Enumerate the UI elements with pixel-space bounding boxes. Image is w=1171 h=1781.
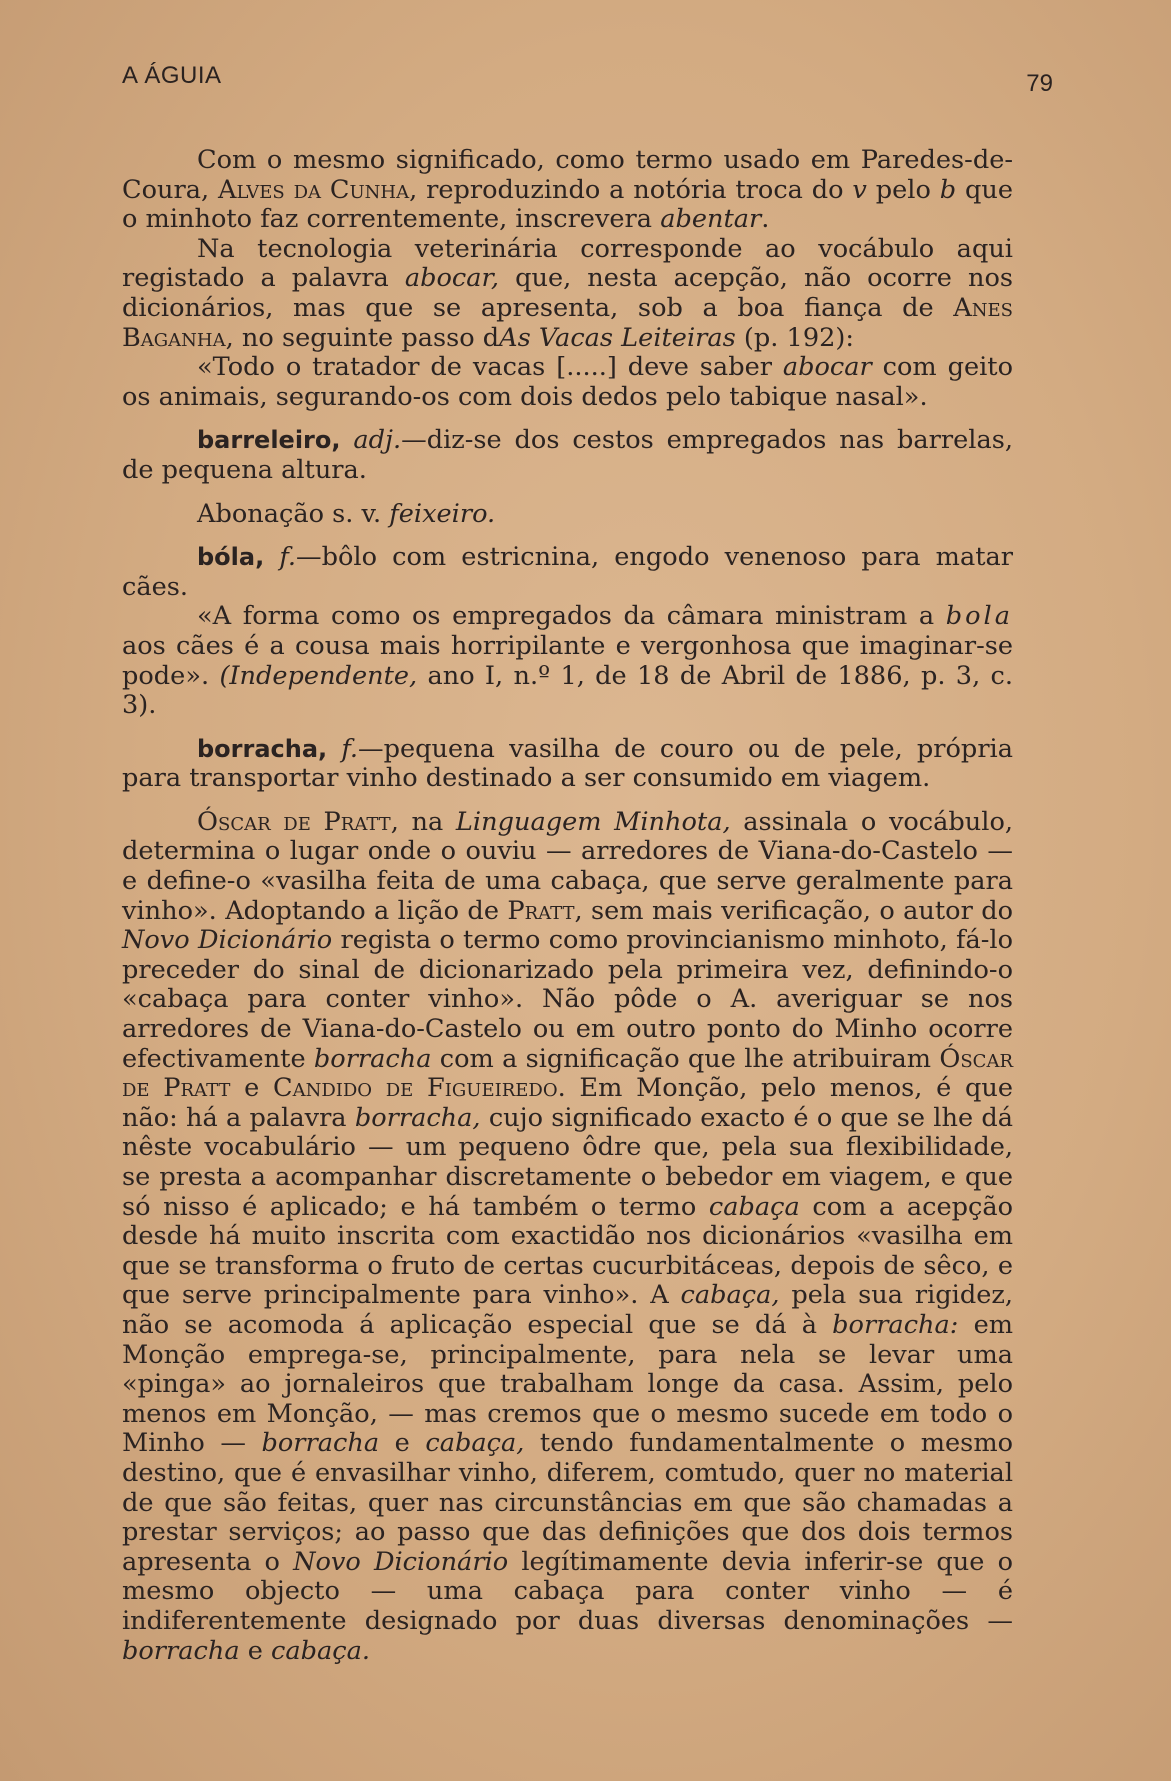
term-abentar: abentar: [660, 204, 762, 235]
text-run: .: [761, 204, 770, 235]
entry-definition: —bôlo com estricnina, engodo venenoso para matar cães.: [122, 542, 1013, 602]
part-of-speech: f.: [327, 733, 359, 764]
term-cabaca: cabaça,: [680, 1280, 780, 1311]
book-title: Novo Dicionário: [293, 1546, 509, 1577]
text-run: legítimamente devia inferir-se que o mesmo objecto — uma cabaça para conter vinho — é indiferentemente designado por duas diversas denominações —: [122, 1546, 1013, 1636]
text-run: que, nesta acepção, não ocorre nos dicionários, mas que se apresenta, sob a boa fiança de: [122, 263, 1013, 323]
author-name: Óscar de Pratt: [122, 1043, 1013, 1104]
paragraph-abonacao: [122, 500, 1013, 530]
term-borracha: borracha: [122, 1635, 240, 1666]
text-run: «A forma como os empregados da câmara ministram a: [197, 601, 946, 632]
text-run: em Monção emprega-se, principalmente, para nela se levar uma «pinga» ao jornaleiros que trabalham longe da casa. Assim, pelo menos em Monção, — mas cremos que o mesmo sucede em todo o Minho —: [122, 1309, 1013, 1459]
entry-barreleiro: [122, 426, 1013, 485]
paragraph-borracha-discussion: [122, 808, 1013, 1666]
text-run: . Em Monção, pelo menos, é que não: há a palavra: [122, 1073, 1014, 1133]
text-run: e: [239, 1635, 272, 1666]
text-run: que o minhoto faz correntemente, inscrevera: [122, 174, 1013, 235]
entry-definition: —pequena vasilha de couro ou de pele, própria para transportar vinho destinado a ser consumido em viagem.: [122, 733, 1013, 794]
text-run: cujo significado exacto é o que se lhe dá nêste vocabulário — um pequeno ôdre que, pela sua flexibilidade, se presta a acompanhar discretamente o bebedor em viagem, e que só nisso é aplicado; e há também o termo: [122, 1102, 1013, 1222]
text-run: Na tecnologia veterinária corresponde ao vocábulo aqui registado a palavra: [122, 233, 1013, 294]
author-name: Alves da Cunha: [217, 174, 410, 205]
quotation-bola: [122, 602, 1013, 720]
letter-v: v: [852, 174, 867, 205]
text-run: , sem mais verificação, o autor do: [574, 895, 1014, 926]
entry-definition: —diz-se dos cestos empregados nas barrelas, de pequena altura.: [122, 425, 1013, 485]
entry-bola: [122, 543, 1013, 602]
quotation-abocar: [122, 353, 1013, 412]
term-borracha: borracha: [261, 1428, 380, 1459]
text-run: tendo fundamentalmente o mesmo destino, que é envasilhar vinho, diferem, comtudo, quer no material de que são feitas, quer nas circunstâncias em que são chamadas a prestar serviços; ao passo que das definições que dos dois termos apresenta o: [122, 1428, 1013, 1577]
term-borracha: borracha,: [354, 1102, 481, 1133]
text-run: assinala o vocábulo, determina o lugar onde o ouviu — arredores de Viana-do-Castelo — e define-o «vasilha feita de uma cabaça, que serve geralmente para vinho». Adoptando a lição de: [122, 806, 1013, 926]
entry-headword: bóla,: [197, 543, 265, 572]
term-abocar: abocar,: [404, 263, 500, 294]
source-title: (Independente,: [219, 660, 418, 691]
text-run: ano I, n.º 1, de 18 de Abril de 1886, p. 3, c. 3).: [122, 660, 1013, 721]
paragraph-abocar: [122, 235, 1013, 353]
page-body: [122, 146, 1013, 1666]
entry-headword: barreleiro,: [197, 426, 341, 455]
text-run: , na: [390, 806, 456, 837]
entry-headword: borracha,: [197, 734, 328, 763]
text-run: pelo: [866, 174, 940, 205]
author-name: Anes Baganha: [122, 292, 1013, 353]
author-name: Pratt: [507, 895, 575, 926]
text-run: com a acepção desde há muito inscrita com exactidão nos dicionários «vasilha em que se transforma o fruto de certas cucurbitáceas, depois de sêco, e que serve principalmente para vinho». A: [122, 1191, 1013, 1311]
book-title: Linguagem Minhota,: [455, 806, 731, 837]
author-name: Candido de Figueiredo: [272, 1073, 558, 1104]
running-header: [122, 62, 1053, 102]
text-run: , reproduzindo a notória troca do: [409, 174, 853, 205]
text-run: com a significação que lhe atribuiram: [431, 1043, 940, 1074]
term-cabaca: cabaça: [708, 1191, 800, 1222]
term-cabaca: cabaça,: [425, 1428, 525, 1459]
term-feixeiro: feixeiro.: [389, 498, 496, 529]
letter-b: b: [939, 174, 957, 205]
text-run: com geito os animais, segurando-os com dois dedos pelo tabique nasal».: [122, 352, 1013, 412]
text-run: «Todo o tratador de vacas [.....] deve saber: [197, 352, 783, 383]
text-run: (p. 192):: [735, 322, 854, 353]
part-of-speech: adj.: [340, 425, 402, 456]
term-abocar: abocar: [782, 352, 872, 383]
book-title: Novo Dicionário: [122, 925, 333, 956]
text-run: regista o termo como provincianismo minhoto, fá-lo preceder do sinal de dicionarizado pela primeira vez, definindo-o «cabaça para conter vinho». Não pôde o A. averiguar se nos arredores de Viana-do-Castelo ou em outro ponto do Minho ocorre efectivamente: [122, 925, 1014, 1074]
text-run: aos cães é a cousa mais horripilante e vergonhosa que imaginar-se pode».: [122, 630, 1013, 691]
text-run: e: [230, 1073, 273, 1104]
text-run: Abonação s. v.: [197, 498, 390, 529]
term-borracha: borracha:: [832, 1309, 959, 1340]
text-run: , no seguinte passo d: [225, 322, 500, 353]
journal-title: A ÁGUIA: [122, 62, 222, 89]
page-number: 79: [1026, 70, 1053, 97]
part-of-speech: f.: [264, 542, 297, 573]
entry-borracha: [122, 735, 1013, 794]
term-borracha: borracha: [313, 1043, 432, 1074]
term-bola: bola: [945, 601, 1013, 632]
author-name: Óscar de Pratt: [197, 806, 391, 837]
book-title: As Vacas Leiteiras: [499, 322, 736, 353]
text-run: e: [379, 1428, 426, 1459]
text-run: pela sua rigidez, não se acomoda á aplicação especial que se dá à: [122, 1280, 1013, 1340]
text-run: Com o mesmo significado, como termo usado em Paredes-de-Coura,: [122, 145, 1013, 205]
term-cabaca: cabaça.: [271, 1635, 370, 1666]
paragraph-abentar: [122, 146, 1013, 235]
